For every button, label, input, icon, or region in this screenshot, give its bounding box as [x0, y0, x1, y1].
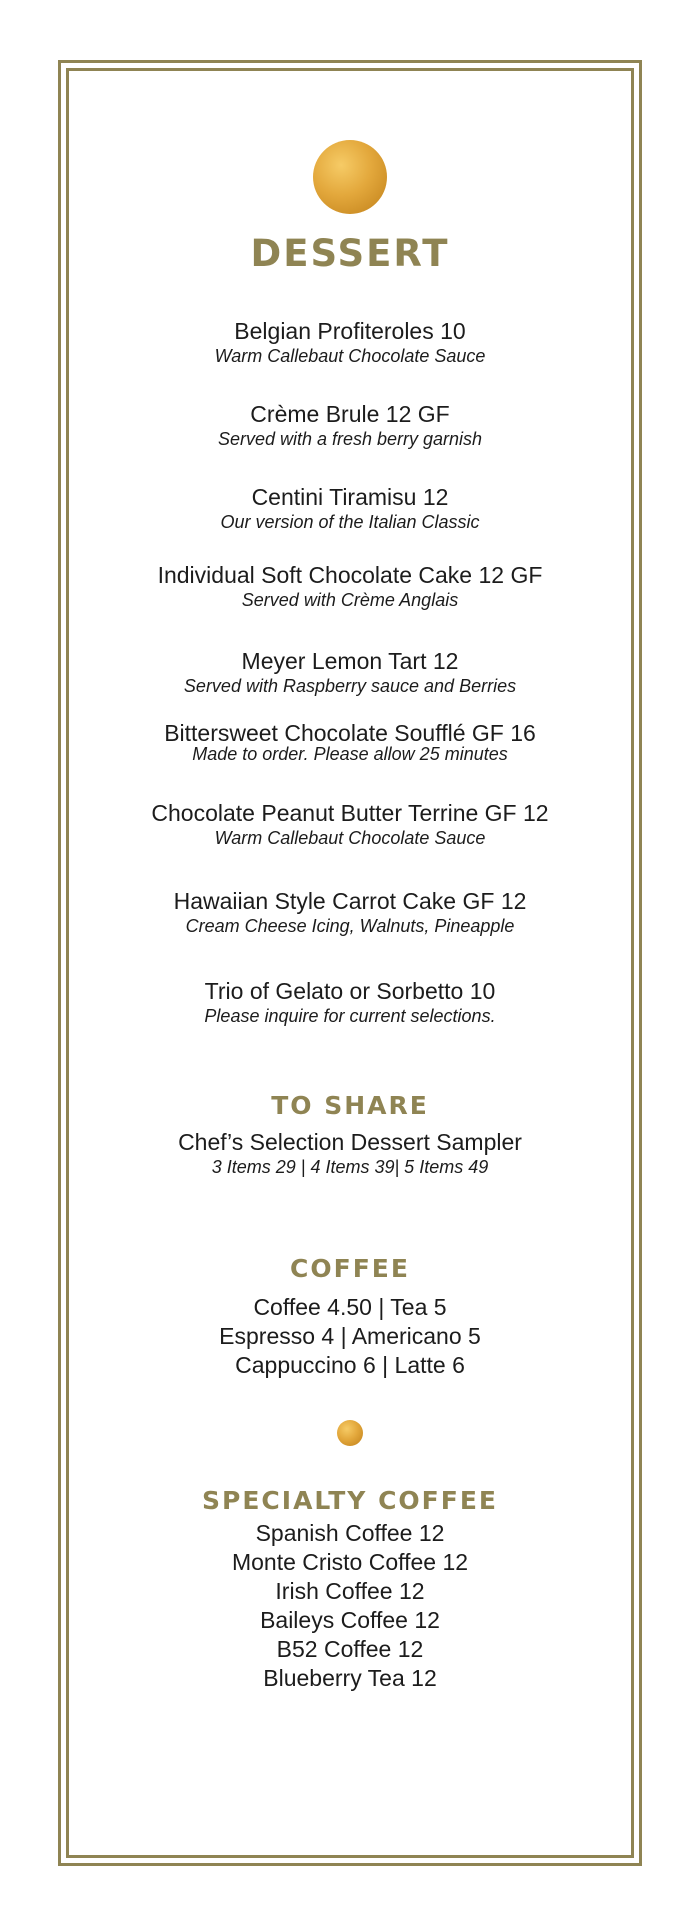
specialty-line: Blueberry Tea 12: [263, 1665, 437, 1691]
item-name: Hawaiian Style Carrot Cake GF 12: [173, 888, 527, 914]
item-name: Chocolate Peanut Butter Terrine GF 12: [151, 800, 549, 826]
item-name: Centini Tiramisu 12: [251, 484, 449, 510]
item-description: Served with Raspberry sauce and Berries: [183, 676, 517, 696]
specialty-line: Monte Cristo Coffee 12: [231, 1549, 469, 1575]
coffee-section: [66, 1256, 634, 1380]
menu-item: [66, 799, 634, 849]
item-description: Served with a fresh berry garnish: [217, 429, 483, 449]
specialty-line: Irish Coffee 12: [275, 1578, 425, 1604]
item-description: Our version of the Italian Classic: [220, 512, 480, 532]
item-description: Warm Callebaut Chocolate Sauce: [214, 828, 486, 848]
item-description: Cream Cheese Icing, Walnuts, Pineapple: [185, 916, 515, 936]
menu-item: [66, 483, 634, 533]
item-description: Warm Callebaut Chocolate Sauce: [214, 346, 486, 366]
sampler-name: Chef’s Selection Dessert Sampler: [178, 1129, 522, 1155]
to-share-title: TO SHARE: [271, 1091, 429, 1120]
menu-item: [66, 400, 634, 450]
to-share-section: [66, 1093, 634, 1178]
menu-item: [66, 887, 634, 937]
item-description: Served with Crème Anglais: [241, 590, 459, 610]
gold-dot-icon: [337, 1420, 363, 1446]
item-name: Belgian Profiteroles 10: [234, 318, 466, 344]
item-name: Individual Soft Chocolate Cake 12 GF: [157, 562, 543, 588]
specialty-line: Baileys Coffee 12: [260, 1607, 440, 1633]
coffee-list: [66, 1293, 634, 1380]
item-name: Bittersweet Chocolate Soufflé GF 16: [164, 720, 536, 746]
sampler-prices: 3 Items 29 | 4 Items 39| 5 Items 49: [211, 1157, 489, 1177]
dessert-title: DESSERT: [250, 232, 450, 275]
coffee-line: Coffee 4.50 | Tea 5: [253, 1294, 447, 1320]
gold-dot-icon: [313, 140, 387, 214]
specialty-coffee-title: SPECIALTY COFFEE: [202, 1486, 498, 1515]
item-name: Crème Brule 12 GF: [250, 401, 450, 427]
menu-item: [66, 647, 634, 697]
menu-item: [66, 317, 634, 367]
item-name: Trio of Gelato or Sorbetto 10: [204, 978, 496, 1004]
menu-item: [66, 719, 634, 765]
specialty-line: Spanish Coffee 12: [255, 1520, 445, 1546]
coffee-title: COFFEE: [290, 1254, 410, 1283]
item-description: Please inquire for current selections.: [204, 1006, 496, 1026]
coffee-line: Cappuccino 6 | Latte 6: [235, 1352, 465, 1378]
specialty-line: B52 Coffee 12: [276, 1636, 424, 1662]
menu-item: [66, 561, 634, 611]
item-name: Meyer Lemon Tart 12: [241, 648, 459, 674]
menu-item: [66, 977, 634, 1027]
menu-content: [66, 68, 634, 1693]
specialty-coffee-section: [66, 1488, 634, 1693]
dessert-list: [66, 317, 634, 1027]
specialty-list: [66, 1519, 634, 1693]
coffee-line: Espresso 4 | Americano 5: [219, 1323, 481, 1349]
item-description: Made to order. Please allow 25 minutes: [192, 744, 508, 764]
